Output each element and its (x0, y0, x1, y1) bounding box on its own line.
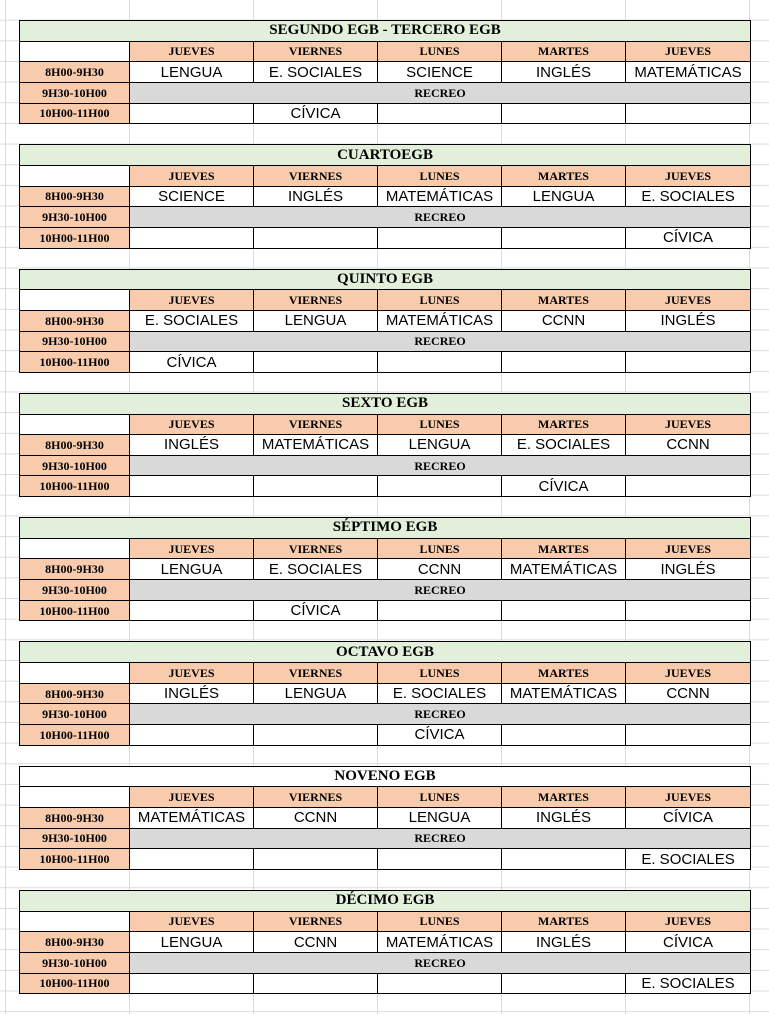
time-slot-label: 8H00-9H30 (20, 683, 130, 704)
subject-cell: LENGUA (254, 683, 378, 704)
day-header: VIERNES (254, 290, 378, 311)
day-header: LUNES (378, 663, 502, 684)
subject-cell: E. SOCIALES (254, 559, 378, 580)
subject-cell: MATEMÁTICAS (130, 808, 254, 829)
subject-cell: SCIENCE (378, 62, 502, 83)
subject-cell (502, 352, 626, 373)
subject-cell: CÍVICA (626, 932, 751, 953)
time-slot-label: 9H30-10H00 (20, 704, 130, 725)
break-cell: RECREO (130, 828, 751, 849)
corner-cell (20, 41, 130, 62)
subject-cell (502, 227, 626, 248)
day-header: JUEVES (130, 41, 254, 62)
subject-cell (378, 476, 502, 497)
day-header: LUNES (378, 787, 502, 808)
time-slot-label: 9H30-10H00 (20, 828, 130, 849)
subject-cell: LENGUA (130, 559, 254, 580)
subject-cell: CCNN (254, 932, 378, 953)
time-slot-label: 8H00-9H30 (20, 310, 130, 331)
subject-cell: E. SOCIALES (502, 435, 626, 456)
subject-cell (502, 103, 626, 124)
subject-cell: CÍVICA (254, 600, 378, 621)
corner-cell (20, 911, 130, 932)
subject-cell: CÍVICA (130, 352, 254, 373)
day-header: MARTES (502, 787, 626, 808)
subject-cell: CÍVICA (626, 227, 751, 248)
subject-cell: LENGUA (130, 932, 254, 953)
subject-cell: CÍVICA (626, 808, 751, 829)
subject-cell: MATEMÁTICAS (378, 932, 502, 953)
day-header: LUNES (378, 41, 502, 62)
day-header: VIERNES (254, 538, 378, 559)
subject-cell: INGLÉS (626, 310, 751, 331)
break-cell: RECREO (130, 704, 751, 725)
subject-cell: MATEMÁTICAS (254, 435, 378, 456)
subject-cell: LENGUA (130, 62, 254, 83)
break-cell: RECREO (130, 580, 751, 601)
corner-cell (20, 538, 130, 559)
time-slot-label: 8H00-9H30 (20, 62, 130, 83)
subject-cell: CCNN (502, 310, 626, 331)
grade-title: SEXTO EGB (20, 393, 751, 414)
day-header: JUEVES (130, 663, 254, 684)
time-slot-label: 8H00-9H30 (20, 559, 130, 580)
subject-cell: E. SOCIALES (626, 849, 751, 870)
subject-cell (378, 849, 502, 870)
subject-cell: MATEMÁTICAS (626, 62, 751, 83)
subject-cell: LENGUA (378, 808, 502, 829)
subject-cell (502, 849, 626, 870)
schedule-sheet (19, 20, 750, 1014)
time-slot-label: 9H30-10H00 (20, 331, 130, 352)
corner-cell (20, 414, 130, 435)
subject-cell: CCNN (254, 808, 378, 829)
subject-cell: SCIENCE (130, 186, 254, 207)
day-header: LUNES (378, 414, 502, 435)
corner-cell (20, 165, 130, 186)
break-cell: RECREO (130, 207, 751, 228)
day-header: MARTES (502, 41, 626, 62)
subject-cell: E. SOCIALES (254, 62, 378, 83)
subject-cell (254, 476, 378, 497)
subject-cell: CÍVICA (502, 476, 626, 497)
day-header: JUEVES (130, 165, 254, 186)
subject-cell: INGLÉS (502, 932, 626, 953)
day-header: MARTES (502, 538, 626, 559)
time-slot-label: 8H00-9H30 (20, 808, 130, 829)
day-header: MARTES (502, 414, 626, 435)
day-header: JUEVES (626, 165, 751, 186)
subject-cell (130, 973, 254, 994)
subject-cell (502, 725, 626, 746)
subject-cell (378, 352, 502, 373)
corner-cell (20, 663, 130, 684)
subject-cell (502, 600, 626, 621)
schedule-table (19, 393, 751, 497)
time-slot-label: 10H00-11H00 (20, 600, 130, 621)
grade-title: SÉPTIMO EGB (20, 518, 751, 539)
grade-title: CUARTOEGB (20, 145, 751, 166)
subject-cell (378, 973, 502, 994)
subject-cell: E. SOCIALES (626, 973, 751, 994)
break-cell: RECREO (130, 331, 751, 352)
subject-cell: CCNN (626, 683, 751, 704)
subject-cell: E. SOCIALES (378, 683, 502, 704)
subject-cell (254, 973, 378, 994)
day-header: VIERNES (254, 663, 378, 684)
day-header: VIERNES (254, 165, 378, 186)
subject-cell (254, 352, 378, 373)
subject-cell (130, 849, 254, 870)
break-cell: RECREO (130, 952, 751, 973)
subject-cell (626, 103, 751, 124)
subject-cell (130, 476, 254, 497)
break-cell: RECREO (130, 455, 751, 476)
grade-title: SEGUNDO EGB - TERCERO EGB (20, 21, 751, 42)
subject-cell (378, 600, 502, 621)
day-header: JUEVES (626, 663, 751, 684)
subject-cell: CÍVICA (254, 103, 378, 124)
subject-cell (378, 227, 502, 248)
grade-title: NOVENO EGB (20, 766, 751, 787)
subject-cell: MATEMÁTICAS (378, 186, 502, 207)
time-slot-label: 8H00-9H30 (20, 932, 130, 953)
subject-cell (626, 476, 751, 497)
day-header: JUEVES (626, 911, 751, 932)
corner-cell (20, 787, 130, 808)
subject-cell (254, 849, 378, 870)
grade-title: DÉCIMO EGB (20, 890, 751, 911)
subject-cell (130, 600, 254, 621)
subject-cell: CCNN (378, 559, 502, 580)
day-header: LUNES (378, 290, 502, 311)
subject-cell: MATEMÁTICAS (502, 559, 626, 580)
day-header: VIERNES (254, 911, 378, 932)
schedule-table (19, 20, 751, 124)
subject-cell: INGLÉS (502, 808, 626, 829)
time-slot-label: 10H00-11H00 (20, 849, 130, 870)
day-header: JUEVES (626, 41, 751, 62)
time-slot-label: 10H00-11H00 (20, 227, 130, 248)
subject-cell (378, 103, 502, 124)
day-header: MARTES (502, 911, 626, 932)
day-header: JUEVES (130, 414, 254, 435)
day-header: VIERNES (254, 414, 378, 435)
schedule-table (19, 517, 751, 621)
time-slot-label: 8H00-9H30 (20, 435, 130, 456)
time-slot-label: 9H30-10H00 (20, 455, 130, 476)
schedule-table (19, 641, 751, 745)
day-header: JUEVES (130, 911, 254, 932)
schedule-table (19, 766, 751, 870)
time-slot-label: 8H00-9H30 (20, 186, 130, 207)
subject-cell: CÍVICA (378, 725, 502, 746)
schedule-table (19, 890, 751, 994)
day-header: JUEVES (626, 538, 751, 559)
time-slot-label: 10H00-11H00 (20, 103, 130, 124)
subject-cell: INGLÉS (502, 62, 626, 83)
day-header: LUNES (378, 538, 502, 559)
subject-cell: INGLÉS (254, 186, 378, 207)
time-slot-label: 10H00-11H00 (20, 352, 130, 373)
time-slot-label: 10H00-11H00 (20, 973, 130, 994)
subject-cell: E. SOCIALES (130, 310, 254, 331)
time-slot-label: 9H30-10H00 (20, 952, 130, 973)
subject-cell: INGLÉS (626, 559, 751, 580)
subject-cell (130, 725, 254, 746)
subject-cell (626, 600, 751, 621)
subject-cell (502, 973, 626, 994)
day-header: JUEVES (130, 538, 254, 559)
time-slot-label: 10H00-11H00 (20, 725, 130, 746)
subject-cell (254, 227, 378, 248)
day-header: MARTES (502, 165, 626, 186)
time-slot-label: 9H30-10H00 (20, 82, 130, 103)
subject-cell: MATEMÁTICAS (378, 310, 502, 331)
subject-cell: LENGUA (254, 310, 378, 331)
time-slot-label: 9H30-10H00 (20, 207, 130, 228)
day-header: JUEVES (130, 290, 254, 311)
day-header: MARTES (502, 663, 626, 684)
day-header: JUEVES (626, 414, 751, 435)
time-slot-label: 10H00-11H00 (20, 476, 130, 497)
day-header: LUNES (378, 165, 502, 186)
grade-title: OCTAVO EGB (20, 642, 751, 663)
subject-cell (130, 227, 254, 248)
day-header: VIERNES (254, 787, 378, 808)
subject-cell: INGLÉS (130, 683, 254, 704)
schedule-table (19, 144, 751, 248)
day-header: LUNES (378, 911, 502, 932)
break-cell: RECREO (130, 82, 751, 103)
grade-title: QUINTO EGB (20, 269, 751, 290)
day-header: VIERNES (254, 41, 378, 62)
time-slot-label: 9H30-10H00 (20, 580, 130, 601)
day-header: JUEVES (130, 787, 254, 808)
subject-cell (130, 103, 254, 124)
subject-cell: INGLÉS (130, 435, 254, 456)
subject-cell: LENGUA (378, 435, 502, 456)
subject-cell (254, 725, 378, 746)
subject-cell: LENGUA (502, 186, 626, 207)
day-header: JUEVES (626, 290, 751, 311)
corner-cell (20, 290, 130, 311)
subject-cell (626, 352, 751, 373)
subject-cell: E. SOCIALES (626, 186, 751, 207)
day-header: MARTES (502, 290, 626, 311)
schedule-table (19, 269, 751, 373)
day-header: JUEVES (626, 787, 751, 808)
subject-cell (626, 725, 751, 746)
subject-cell: CCNN (626, 435, 751, 456)
subject-cell: MATEMÁTICAS (502, 683, 626, 704)
